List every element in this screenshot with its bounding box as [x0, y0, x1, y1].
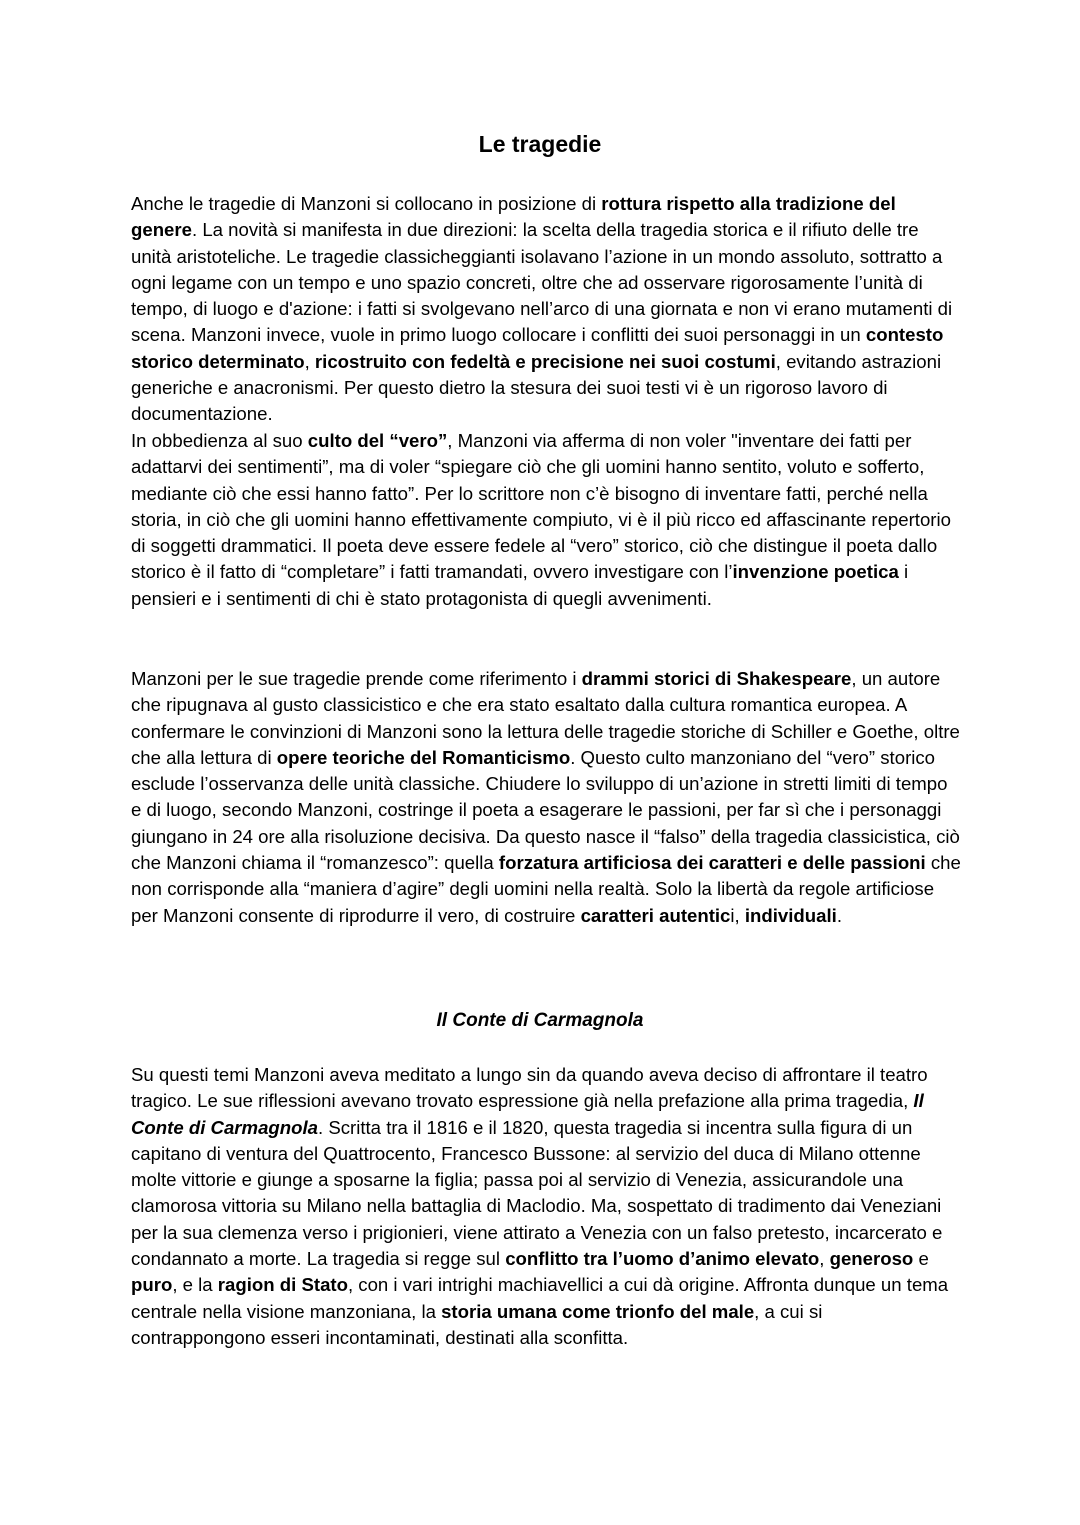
bold-text: forzatura artificiosa dei caratteri e delle passioni	[498, 852, 926, 874]
body-text: , Manzoni via afferma di non voler "inventare dei fatti per adattarvi dei sentimenti”, ma di voler “spiegare ciò che gli uomini hanno sentito, voluto e sofferto, mediante ciò che essi hanno fatto”. Per lo scrittore non c’è bisogno di inventare fatti, perché nella storia, in ciò che gli uomini hanno effettivamente compiuto, vi è il più ricco ed affascinante repertorio di soggetti drammatici. Il poeta deve essere fedele al “vero” storico, ciò che distingue il poeta dallo storico è il fatto di “completare” i fatti tramandati, ovvero investigare con l’	[131, 430, 951, 583]
body-text: Anche le tragedie di Manzoni si collocano in posizione di	[131, 193, 602, 214]
bold-text: contesto storico determinato	[131, 324, 944, 372]
body-text: In obbedienza al suo	[131, 430, 308, 451]
paragraph-culto-del-vero	[131, 428, 961, 612]
body-text: . Scritta tra il 1816 e il 1820, questa tragedia si incentra sulla figura di un capitano di ventura del Quattrocento, Francesco Bussone: al servizio del duca di Milano ottenne molte vittorie e giunge a sposarne la figlia; passa poi al servizio di Venezia, assicurandole una clamorosa vittoria su Milano nella battaglia di Maclodio. Ma, sospettato di tradimento dai Veneziani per la sua clemenza verso i prigionieri, viene attirato a Venezia con un falso pretesto, incarcerato e condannato a morte. La tragedia si regge sul	[131, 1116, 943, 1270]
body-text: .	[836, 904, 842, 926]
body-text: , un autore che ripugnava al gusto classicistico e che era stato esaltato dalla cultura romantica europea. A confermare le convinzioni di Manzoni sono la lettura delle tragedie storiche di Schiller e Goethe, oltre che alla lettura di	[131, 668, 960, 768]
body-text: , evitando astrazioni generiche e anacronismi. Per questo dietro la stesura dei suoi testi vi è un rigoroso lavoro di documentazione.	[131, 350, 942, 425]
body-text: , e la	[172, 1274, 218, 1296]
page-title: Le tragedie	[478, 131, 602, 157]
body-text: , con i vari intrighi machiavellici a cui dà origine. Affronta dunque un tema centrale nella visione manzoniana, la	[131, 1274, 949, 1322]
body-text: e	[913, 1248, 929, 1270]
bold-text: storia umana come trionfo del male	[441, 1300, 755, 1322]
body-text: Manzoni per le sue tragedie prende come riferimento i	[131, 668, 582, 689]
section-title: Il Conte di Carmagnola	[436, 1010, 644, 1031]
body-text: Su questi temi Manzoni aveva meditato a lungo sin da quando aveva deciso di affrontare il teatro tragico. Le sue riflessioni avevano trovato espressione già nella prefazione alla prima tragedia,	[131, 1064, 928, 1112]
bold-text: conflitto tra l’uomo d’animo elevato	[505, 1248, 820, 1270]
paragraph-rottura	[131, 191, 961, 428]
body-text: , a cui si contrappongono esseri incontaminati, destinati alla sconfitta.	[131, 1300, 823, 1348]
bold-text: ricostruito con fedeltà e precisione nei suoi costumi	[314, 350, 776, 372]
body-text: i,	[730, 904, 745, 926]
bold-text: opere teoriche del Romanticismo	[276, 746, 571, 768]
emphasis-title-text: Il Conte di Carmagnola	[131, 1090, 924, 1138]
paragraph-shakespeare	[131, 666, 961, 929]
bold-text: caratteri autentic	[580, 904, 731, 926]
body-text: . La novità si manifesta in due direzioni: la scelta della tragedia storica e il rifiuto delle tre unità aristoteliche. Le tragedie classicheggianti isolavano l’azione in un mondo assoluto, sottratto a ogni legame con un tempo e uno spazio concreti, oltre che ad osservare rigorosamente l’unità di tempo, di luogo e d'azione: i fatti si svolgevano nell’arco di una giornata e non vi erano mutamenti di scena. Manzoni invece, vuole in primo luogo collocare i conflitti dei suoi personaggi in un	[131, 219, 953, 346]
bold-text: ragion di Stato	[217, 1274, 348, 1296]
body-text: ,	[819, 1248, 830, 1270]
bold-text: puro	[131, 1274, 173, 1296]
body-text: i pensieri e i sentimenti di chi è stato protagonista di quegli avvenimenti.	[131, 561, 909, 609]
bold-text: generoso	[829, 1248, 914, 1270]
bold-text: culto del “vero”	[307, 430, 448, 451]
bold-text: individuali	[744, 904, 837, 926]
bold-text: drammi storici di Shakespeare	[581, 668, 852, 689]
body-text: ,	[304, 350, 315, 372]
body-text: che non corrisponde alla “maniera d’agire” degli uomini nella realtà. Solo la libertà da regole artificiose per Manzoni consente di riprodurre il vero, di costruire	[131, 852, 961, 926]
body-text: . Questo culto manzoniano del “vero” storico esclude l’osservanza delle unità classiche. Chiudere lo sviluppo di un’azione in stretti limiti di tempo e di luogo, secondo Manzoni, costringe il poeta a esagerare le passioni, per far sì che i personaggi giungano in 24 ore alla risoluzione decisiva. Da questo nasce il “falso” della tragedia classicistica, ciò che Manzoni chiama il “romanzesco”: quella	[131, 746, 960, 874]
bold-text: rottura rispetto alla tradizione del genere	[131, 193, 896, 241]
paragraph-conte-di-carmagnola	[131, 1062, 961, 1351]
bold-text: invenzione poetica	[732, 561, 899, 583]
